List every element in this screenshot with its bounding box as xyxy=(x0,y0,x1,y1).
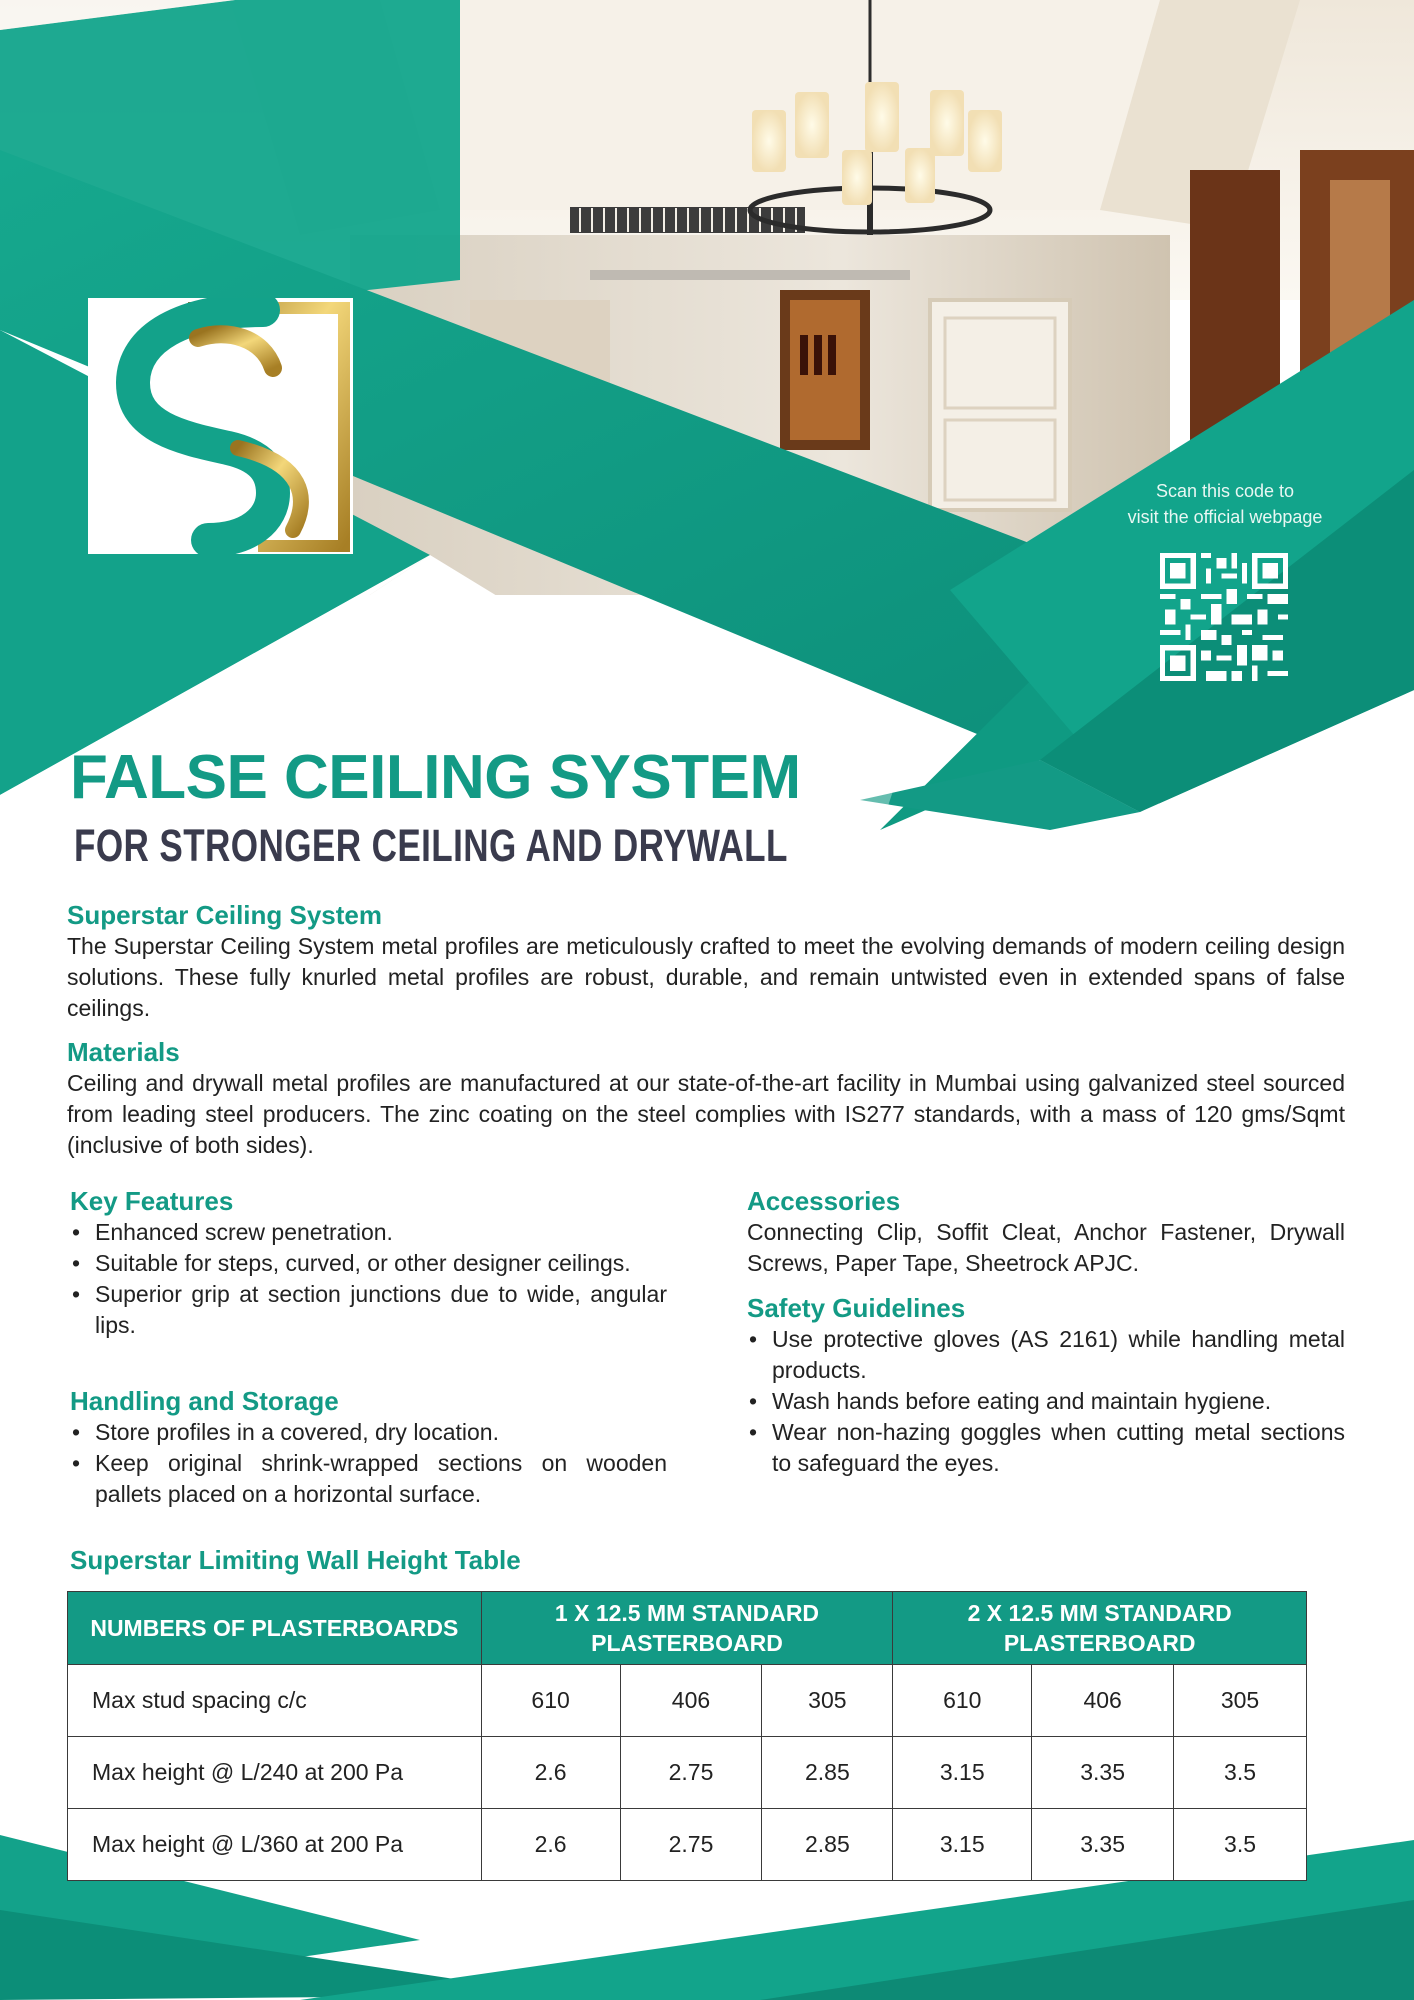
section-heading: Materials xyxy=(67,1037,180,1067)
section-heading: Accessories xyxy=(747,1186,901,1216)
section-heading: Safety Guidelines xyxy=(747,1293,966,1323)
qr-caption-line1: Scan this code to xyxy=(1155,481,1295,501)
list-item: • Superior grip at section junctions due to wide, angular lips. xyxy=(70,1279,667,1341)
bullet-list xyxy=(70,1417,667,1510)
table-cell: 3.5 xyxy=(1174,1737,1307,1809)
section-safety-guidelines xyxy=(747,1293,1345,1479)
table-heading: Superstar Limiting Wall Height Table xyxy=(70,1545,521,1575)
row-label: Max height @ L/360 at 200 Pa xyxy=(68,1809,482,1881)
table-cell: 305 xyxy=(1174,1665,1307,1737)
table-row xyxy=(68,1665,1307,1737)
section-ceiling-system xyxy=(67,900,1345,1024)
table-cell: 3.35 xyxy=(1032,1809,1174,1881)
row-label: Max stud spacing c/c xyxy=(68,1665,482,1737)
table-cell: 406 xyxy=(1032,1665,1174,1737)
list-item: • Wear non-hazing goggles when cutting metal sections to safeguard the eyes. xyxy=(747,1417,1345,1479)
section-handling-storage xyxy=(70,1386,667,1510)
table-cell: 2.85 xyxy=(762,1737,893,1809)
column-header: 1 X 12.5 MM STANDARD PLASTERBOARD xyxy=(481,1592,893,1665)
qr-code[interactable] xyxy=(1160,553,1288,681)
qr-caption-line2: visit the official webpage xyxy=(1127,507,1323,527)
table-cell: 305 xyxy=(762,1665,893,1737)
section-heading: Handling and Storage xyxy=(70,1386,339,1416)
table-cell: 406 xyxy=(620,1665,762,1737)
section-text: Ceiling and drywall metal profiles are manufactured at our state-of-the-art facility in Mumbai using galvanized steel sourced from leading steel producers. The zinc coating on the steel complies with IS277 standards, with a mass of 120 gms/Sqmt (inclusive of both sides). xyxy=(67,1070,1345,1158)
table-cell: 2.75 xyxy=(620,1809,762,1881)
table-cell: 3.15 xyxy=(893,1737,1032,1809)
column-header: 2 X 12.5 MM STANDARD PLASTERBOARD xyxy=(893,1592,1307,1665)
table-cell: 610 xyxy=(893,1665,1032,1737)
list-item: • Suitable for steps, curved, or other designer ceilings. xyxy=(70,1248,667,1279)
wall-height-table xyxy=(67,1591,1307,1881)
section-accessories xyxy=(747,1186,1345,1279)
table-cell: 3.5 xyxy=(1174,1809,1307,1881)
table-cell: 610 xyxy=(481,1665,620,1737)
table-row xyxy=(68,1809,1307,1881)
table-cell: 2.85 xyxy=(762,1809,893,1881)
section-heading: Key Features xyxy=(70,1186,234,1216)
section-key-features xyxy=(70,1186,667,1341)
section-materials xyxy=(67,1037,1345,1161)
section-text: Connecting Clip, Soffit Cleat, Anchor Fastener, Drywall Screws, Paper Tape, Sheetrock APJC. xyxy=(747,1219,1345,1276)
column-header: NUMBERS OF PLASTERBOARDS xyxy=(68,1592,482,1665)
superstar-logo xyxy=(88,298,353,554)
table-header-row xyxy=(68,1592,1307,1665)
table-row xyxy=(68,1737,1307,1809)
section-text: The Superstar Ceiling System metal profiles are meticulously crafted to meet the evolving demands of modern ceiling design solutions. These fully knurled metal profiles are robust, durable, and remain untwisted even in extended spans of false ceilings. xyxy=(67,933,1345,1021)
table-cell: 2.6 xyxy=(481,1809,620,1881)
table-cell: 2.6 xyxy=(481,1737,620,1809)
page-title: FALSE CEILING SYSTEM xyxy=(70,743,801,812)
list-item: • Wash hands before eating and maintain hygiene. xyxy=(747,1386,1345,1417)
bullet-list xyxy=(70,1217,667,1341)
section-heading: Superstar Ceiling System xyxy=(67,900,382,930)
list-item: • Keep original shrink-wrapped sections on wooden pallets placed on a horizontal surface. xyxy=(70,1448,667,1510)
table-cell: 3.35 xyxy=(1032,1737,1174,1809)
bullet-list xyxy=(747,1324,1345,1479)
list-item: • Enhanced screw penetration. xyxy=(70,1217,667,1248)
table-cell: 2.75 xyxy=(620,1737,762,1809)
qr-caption xyxy=(1080,478,1370,530)
list-item: • Use protective gloves (AS 2161) while handling metal products. xyxy=(747,1324,1345,1386)
table-cell: 3.15 xyxy=(893,1809,1032,1881)
page-subtitle: FOR STRONGER CEILING AND DRYWALL xyxy=(74,820,788,871)
list-item: • Store profiles in a covered, dry location. xyxy=(70,1417,667,1448)
row-label: Max height @ L/240 at 200 Pa xyxy=(68,1737,482,1809)
